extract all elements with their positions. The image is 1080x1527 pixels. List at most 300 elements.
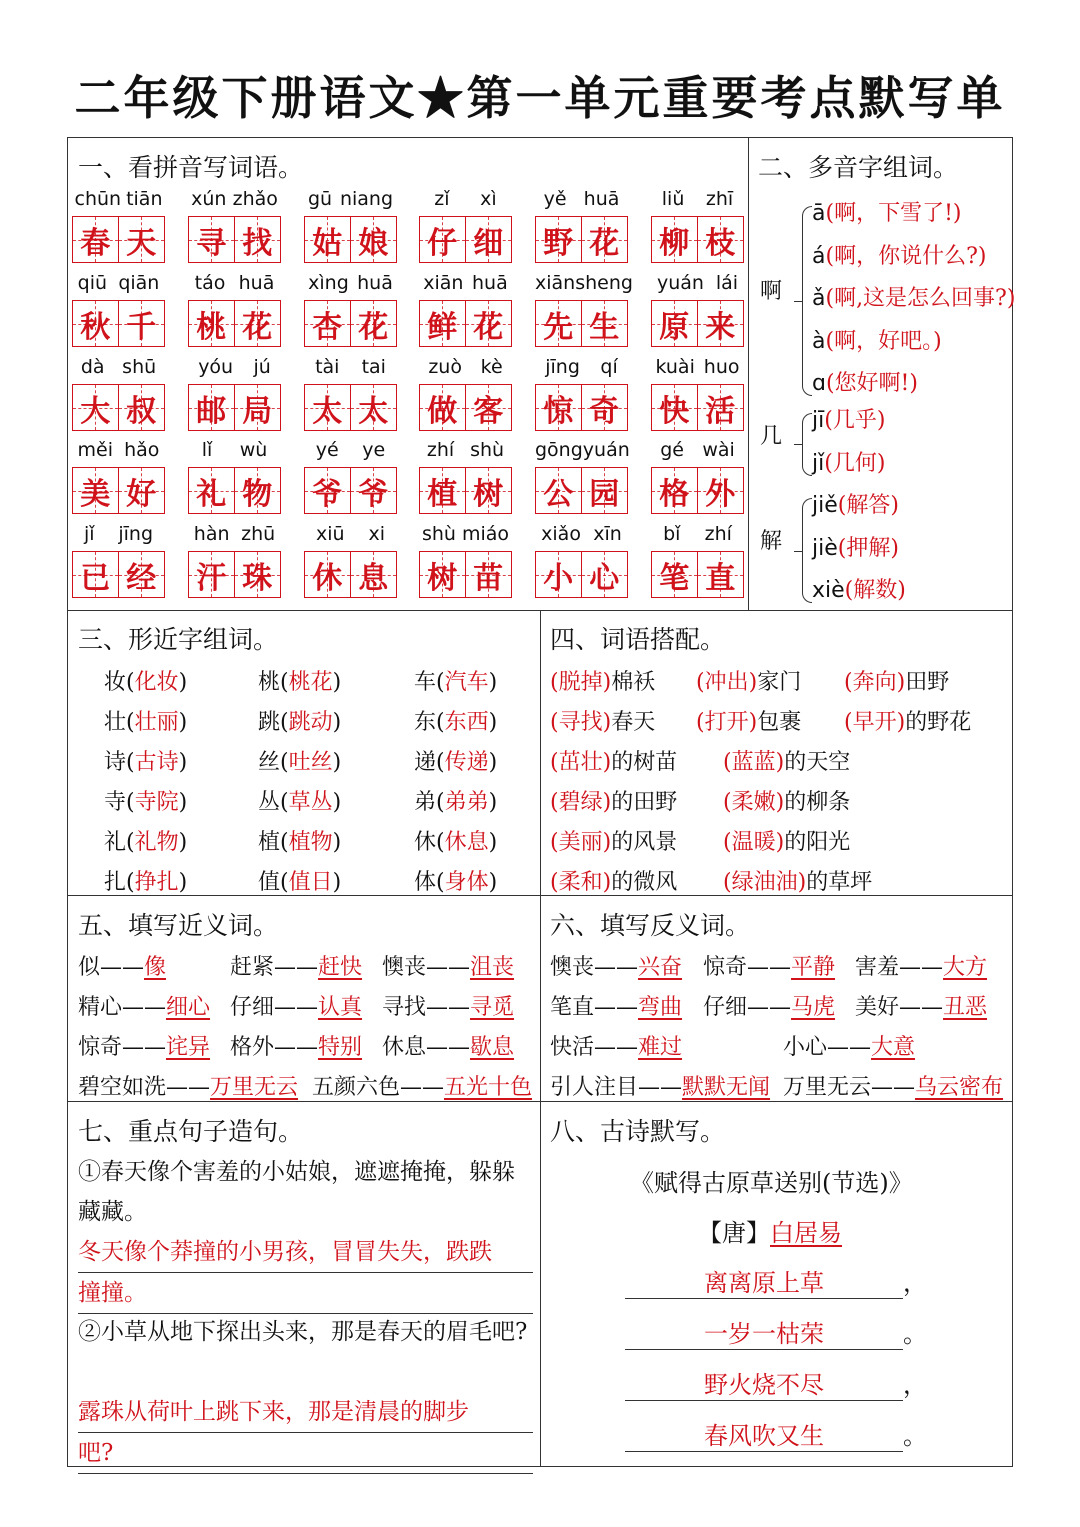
hanzi-answer: 树 [427, 560, 458, 596]
answer-word: 五光十色 [444, 1075, 533, 1100]
hanzi-answer: 寻 [196, 225, 227, 261]
base-char: 妆 [104, 670, 127, 695]
pinyin-syllable: xì [480, 188, 497, 210]
base-char: 扎 [104, 870, 127, 895]
given-word: 精心 [78, 995, 123, 1020]
tianzige-cell [582, 467, 629, 514]
paren-open: ( [723, 830, 732, 855]
poem-line-item [625, 1416, 927, 1452]
hanzi-answer: 爷 [358, 476, 389, 512]
given-word: 五颜六色 [312, 1075, 401, 1100]
polyphone-word: (啊，你说什么?) [825, 243, 987, 269]
answer-word: 弯曲 [638, 995, 683, 1020]
pair-item [382, 950, 514, 981]
pinyin-syllable: yóu [198, 356, 234, 378]
pinyin-label [188, 439, 281, 461]
given-word: 的微风 [611, 870, 678, 895]
pinyin-word [72, 188, 165, 266]
polyphone-item [812, 573, 906, 604]
polyphone-char: 几 [760, 424, 783, 449]
pinyin-syllable: zhī [705, 188, 734, 210]
given-word: 的柳条 [784, 790, 851, 815]
poem-blank-line: 野火烧不尽 [625, 1365, 903, 1401]
section-7-title: 七、重点句子造句。 [78, 1117, 304, 1146]
dash: —— [899, 995, 944, 1020]
given-word: 懊丧 [550, 955, 595, 980]
polyphone-item [812, 531, 899, 562]
tianzige-box [651, 551, 744, 598]
tianzige-cell [304, 384, 351, 431]
polyphone-word: (啊，下雪了!) [825, 201, 962, 226]
paren-close: ) [178, 870, 188, 895]
base-char: 东 [414, 710, 437, 735]
answer-word: 弟弟 [444, 790, 489, 815]
tianzige-cell [535, 300, 582, 347]
hanzi-answer: 快 [659, 393, 690, 429]
poem-title: 《赋得古原草送别(节选)》 [630, 1169, 913, 1197]
pinyin-word [72, 272, 165, 350]
tianzige-cell [188, 216, 235, 263]
match-item [550, 745, 677, 776]
answer-word: 寻觅 [470, 995, 515, 1020]
similar-char-item [258, 785, 341, 816]
tianzige-box [419, 467, 512, 514]
pinyin-syllable: huā [238, 272, 275, 294]
similar-char-item [258, 705, 341, 736]
paren-open: ( [436, 790, 445, 815]
similar-char-item [258, 825, 341, 856]
pinyin-syllable: gōng [535, 439, 583, 461]
hanzi-answer: 秋 [80, 309, 111, 345]
match-item [723, 825, 850, 856]
given-word: 包裹 [757, 710, 802, 735]
answer-word: 礼物 [134, 830, 179, 855]
pinyin-syllable: qí [600, 356, 618, 378]
dash: —— [594, 1035, 639, 1060]
tianzige-box [72, 216, 165, 263]
pinyin-syllable: huo [703, 356, 740, 378]
pair-item [550, 990, 682, 1021]
pinyin-label [419, 272, 512, 294]
paren-close: ) [332, 870, 342, 895]
similar-char-item [414, 665, 497, 696]
paren-close: ) [178, 670, 188, 695]
match-item [723, 745, 850, 776]
brace-icon [794, 444, 802, 445]
tianzige-cell [235, 467, 282, 514]
tianzige-box [188, 216, 281, 263]
pair-item [783, 1070, 1003, 1101]
dash: —— [122, 1035, 167, 1060]
pinyin-word [72, 439, 165, 517]
answer-word: 东西 [444, 710, 489, 735]
poem-line-item [625, 1314, 927, 1350]
pinyin-label [535, 188, 628, 210]
hanzi-answer: 花 [473, 309, 504, 345]
paren-open: ( [436, 710, 445, 735]
paren-close: ) [602, 750, 612, 775]
given-word: 似 [78, 955, 101, 980]
hanzi-answer: 礼 [196, 476, 227, 512]
pair-item [312, 1070, 532, 1101]
answer-word: 古诗 [134, 750, 179, 775]
tianzige-cell [535, 216, 582, 263]
paren-open: ( [126, 670, 135, 695]
poem-blank-line: 春风吹又生 [625, 1416, 903, 1452]
poem-line-item [625, 1263, 927, 1299]
given-word: 仔细 [230, 995, 275, 1020]
dash: —— [899, 955, 944, 980]
answer-word: 特别 [318, 1035, 363, 1060]
hanzi-answer: 姑 [312, 225, 343, 261]
tianzige-box [188, 551, 281, 598]
paren-close: ) [488, 870, 498, 895]
pinyin-syllable: lái [715, 272, 739, 294]
answer-line: 露珠从荷叶上跳下来，那是清晨的脚步 [78, 1392, 533, 1433]
tianzige-cell [651, 467, 698, 514]
similar-char-item [414, 705, 497, 736]
polyphone-pinyin: à [812, 328, 826, 354]
pinyin-label [188, 188, 281, 210]
hanzi-answer: 先 [543, 309, 574, 345]
pinyin-syllable: hǎo [124, 439, 160, 461]
similar-char-item [104, 785, 187, 816]
dash: —— [122, 995, 167, 1020]
answer-line: 吧? [78, 1433, 533, 1474]
given-word: 春天 [611, 710, 656, 735]
pinyin-syllable: měi [77, 439, 114, 461]
answer-word: 传递 [444, 750, 489, 775]
pair-item [703, 950, 835, 981]
polyphone-word: (几何) [824, 450, 886, 476]
pinyin-label [188, 272, 281, 294]
dash: —— [638, 1075, 683, 1100]
tianzige-cell [235, 551, 282, 598]
pinyin-syllable: tài [315, 356, 340, 378]
polyphone-word: (解答) [837, 493, 899, 518]
polyphone-item [812, 239, 986, 270]
hanzi-answer: 爷 [312, 476, 343, 512]
polyphone-word: (啊，好吧。) [825, 328, 942, 354]
pinyin-word [651, 356, 744, 434]
hanzi-answer: 笔 [659, 560, 690, 596]
divider [748, 138, 749, 610]
base-char: 礼 [104, 830, 127, 855]
similar-char-item [258, 865, 341, 896]
pinyin-word [419, 272, 512, 350]
pinyin-syllable: xún [191, 188, 227, 210]
tianzige-box [419, 384, 512, 431]
given-word: 的树苗 [611, 750, 678, 775]
tianzige-box [304, 467, 397, 514]
similar-char-item [104, 825, 187, 856]
pinyin-syllable: zhí [704, 523, 732, 545]
answer-word: 温暖 [731, 830, 776, 855]
given-word: 休息 [382, 1035, 427, 1060]
paren-close: ) [332, 790, 342, 815]
base-char: 寺 [104, 790, 127, 815]
dash: —— [871, 1075, 916, 1100]
given-word: 的野花 [905, 710, 972, 735]
match-item [550, 865, 677, 896]
pinyin-word [651, 439, 744, 517]
paren-open: ( [723, 790, 732, 815]
hanzi-answer: 局 [242, 393, 273, 429]
similar-char-item [258, 665, 341, 696]
poem-byline [698, 1213, 842, 1248]
hanzi-answer: 息 [358, 560, 389, 596]
pinyin-word [188, 523, 281, 601]
pinyin-syllable: sheng [575, 272, 633, 294]
hanzi-answer: 叔 [126, 393, 157, 429]
pinyin-syllable: zuò [428, 356, 462, 378]
paren-open: ( [696, 710, 705, 735]
tianzige-box [419, 551, 512, 598]
paren-open: ( [436, 750, 445, 775]
pinyin-syllable: xīn [593, 523, 622, 545]
hanzi-answer: 外 [705, 476, 736, 512]
pinyin-word [419, 523, 512, 601]
paren-open: ( [126, 870, 135, 895]
answer-word: 赶快 [318, 955, 363, 980]
pinyin-syllable: shù [421, 523, 456, 545]
pinyin-syllable: zhū [241, 523, 276, 545]
pinyin-syllable: hàn [193, 523, 230, 545]
tianzige-cell [304, 467, 351, 514]
answer-word: 难过 [638, 1035, 683, 1060]
hanzi-answer: 活 [705, 393, 736, 429]
polyphone-item [812, 281, 1015, 312]
pinyin-syllable: niang [339, 188, 394, 210]
base-char: 跳 [258, 710, 281, 735]
pinyin-word [304, 272, 397, 350]
tianzige-cell [535, 384, 582, 431]
answer-word: 挣扎 [134, 870, 179, 895]
tianzige-cell [235, 384, 282, 431]
tianzige-cell [188, 551, 235, 598]
given-word: 美好 [855, 995, 900, 1020]
tianzige-cell [466, 551, 513, 598]
answer-word: 沮丧 [470, 955, 515, 980]
given-word: 田野 [905, 670, 950, 695]
answer-word: 蓝蓝 [731, 750, 776, 775]
answer-word: 绿油油 [731, 870, 798, 895]
tianzige-cell [698, 467, 745, 514]
pinyin-word [304, 523, 397, 601]
given-word: 寻找 [382, 995, 427, 1020]
brace-icon [802, 498, 812, 603]
hanzi-answer: 花 [589, 225, 620, 261]
paren-close: ) [602, 870, 612, 895]
hanzi-answer: 物 [242, 476, 273, 512]
answer-word: 柔嫩 [731, 790, 776, 815]
pinyin-syllable: yuán [656, 272, 704, 294]
pinyin-word [304, 188, 397, 266]
given-word: 赶紧 [230, 955, 275, 980]
similar-char-item [104, 665, 187, 696]
polyphone-pinyin: jǐ [812, 450, 825, 476]
tianzige-box [651, 300, 744, 347]
hanzi-answer: 娘 [358, 225, 389, 261]
pinyin-syllable: shù [470, 439, 505, 461]
tianzige-cell [698, 384, 745, 431]
pinyin-label [651, 272, 744, 294]
pinyin-syllable: yuán [582, 439, 630, 461]
given-word: 的阳光 [784, 830, 851, 855]
tianzige-cell [419, 216, 466, 263]
polyphone-word: (押解) [837, 535, 899, 561]
base-char: 丝 [258, 750, 281, 775]
paren-close: ) [748, 670, 758, 695]
pinyin-syllable: huā [357, 272, 393, 294]
poem-blank-line: 一岁一枯荣 [625, 1314, 903, 1350]
paren-open: ( [280, 710, 289, 735]
tianzige-box [535, 384, 628, 431]
tianzige-box [188, 300, 281, 347]
similar-char-item [414, 745, 497, 776]
similar-char-item [104, 745, 187, 776]
hanzi-answer: 花 [242, 309, 273, 345]
pinyin-word [419, 439, 512, 517]
hanzi-answer: 千 [126, 309, 157, 345]
pinyin-label [535, 356, 628, 378]
pinyin-syllable: yé [315, 439, 339, 461]
tianzige-cell [351, 384, 398, 431]
pair-item [382, 990, 514, 1021]
pinyin-label [72, 356, 165, 378]
hanzi-answer: 格 [659, 476, 690, 512]
brace-icon [794, 551, 802, 552]
tianzige-cell [582, 384, 629, 431]
pair-item [382, 1030, 514, 1061]
tianzige-cell [235, 216, 282, 263]
poem-punct: ， [903, 1371, 927, 1399]
answer-word: 寻找 [558, 710, 603, 735]
tianzige-box [651, 216, 744, 263]
hanzi-answer: 桃 [196, 309, 227, 345]
paren-open: ( [126, 830, 135, 855]
paren-open: ( [280, 750, 289, 775]
pinyin-label [72, 272, 165, 294]
pinyin-label [651, 523, 744, 545]
answer-word: 美丽 [558, 830, 603, 855]
paren-open: ( [280, 670, 289, 695]
pinyin-label [304, 523, 397, 545]
pair-item [230, 1030, 362, 1061]
tianzige-cell [466, 384, 513, 431]
pinyin-word [419, 188, 512, 266]
answer-line: 撞撞。 [78, 1273, 533, 1314]
tianzige-cell [119, 551, 166, 598]
paren-open: ( [436, 670, 445, 695]
hanzi-answer: 花 [358, 309, 389, 345]
pinyin-word [535, 439, 628, 517]
tianzige-cell [188, 467, 235, 514]
pinyin-syllable: zhǎo [232, 188, 278, 210]
answer-word: 化妆 [134, 670, 179, 695]
pinyin-syllable: yě [543, 188, 567, 210]
similar-char-item [258, 745, 341, 776]
answer-word: 打开 [704, 710, 749, 735]
pinyin-label [419, 523, 512, 545]
polyphone-pinyin: ɑ [812, 371, 826, 396]
tianzige-cell [651, 551, 698, 598]
hanzi-answer: 心 [589, 560, 620, 596]
sentence-answer-1 [78, 1232, 533, 1314]
dash: —— [100, 955, 145, 980]
hanzi-answer: 天 [126, 225, 157, 261]
base-char: 丛 [258, 790, 281, 815]
tianzige-cell [72, 300, 119, 347]
tianzige-cell [466, 216, 513, 263]
pinyin-word [535, 356, 628, 434]
paren-close: ) [332, 710, 342, 735]
base-char: 车 [414, 670, 437, 695]
pinyin-syllable: zǐ [434, 188, 450, 210]
polyphone-word: (您好啊!) [825, 371, 918, 396]
dash: —— [274, 955, 319, 980]
pinyin-word [419, 356, 512, 434]
dash: —— [426, 1035, 471, 1060]
pair-item [78, 990, 210, 1021]
pair-item [783, 1030, 915, 1061]
poem-blank-line: 离离原上草 [625, 1263, 903, 1299]
answer-word: 茁壮 [558, 750, 603, 775]
answer-word: 草丛 [288, 790, 333, 815]
polyphone-item [812, 196, 962, 227]
given-word: 快活 [550, 1035, 595, 1060]
base-char: 休 [414, 830, 437, 855]
polyphone-item [812, 488, 899, 519]
tianzige-cell [72, 551, 119, 598]
pinyin-syllable: wài [702, 439, 735, 461]
paren-open: ( [126, 710, 135, 735]
pinyin-word [535, 272, 633, 350]
similar-char-item [104, 865, 187, 896]
given-word: 家门 [757, 670, 802, 695]
hanzi-answer: 美 [80, 476, 111, 512]
paren-close: ) [748, 710, 758, 735]
hanzi-answer: 直 [705, 560, 736, 596]
pinyin-syllable: ye [362, 439, 386, 461]
paren-open: ( [280, 790, 289, 815]
brace-icon [802, 413, 812, 476]
dash: —— [274, 1035, 319, 1060]
answer-word: 奔向 [852, 670, 897, 695]
hanzi-answer: 太 [358, 393, 389, 429]
tianzige-cell [72, 467, 119, 514]
tianzige-box [304, 216, 397, 263]
pair-item [230, 950, 362, 981]
dash: —— [166, 1075, 211, 1100]
tianzige-cell [119, 384, 166, 431]
brace-icon [794, 301, 802, 302]
pinyin-syllable: xi [368, 523, 386, 545]
paren-close: ) [602, 710, 612, 735]
paren-open: ( [280, 830, 289, 855]
pair-item [550, 1070, 770, 1101]
tianzige-cell [188, 300, 235, 347]
section-1-title: 一、看拼音写词语。 [78, 153, 304, 182]
hanzi-answer: 柳 [659, 225, 690, 261]
answer-word: 万里无云 [210, 1075, 299, 1100]
sentence-question-1: ①春天像个害羞的小姑娘，遮遮掩掩，躲躲藏藏。 [78, 1159, 515, 1225]
polyphone-item [812, 366, 918, 397]
pinyin-word [304, 439, 397, 517]
worksheet-frame [67, 137, 1016, 1467]
poem-punct: 。 [903, 1422, 927, 1450]
hanzi-answer: 野 [543, 225, 574, 261]
